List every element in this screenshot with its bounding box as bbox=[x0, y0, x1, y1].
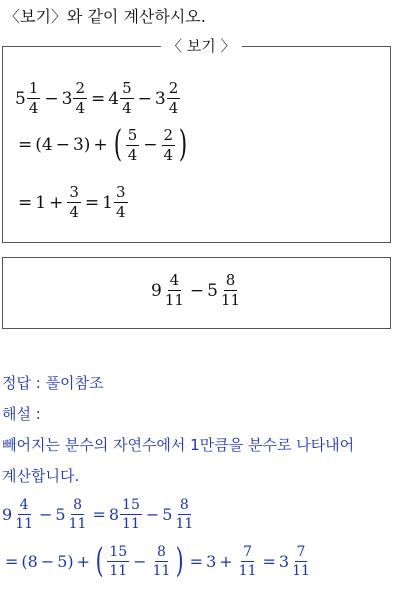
fraction: $\frac{1}{4}$ bbox=[28, 79, 39, 117]
fraction: $\frac{4}{11}$ bbox=[164, 271, 184, 309]
operator: = bbox=[189, 551, 204, 571]
fraction: $\frac{15}{11}$ bbox=[109, 543, 128, 579]
whole-number: 9 bbox=[2, 505, 13, 524]
instruction-text: 〈보기〉와 같이 계산하시오. bbox=[4, 7, 206, 26]
left-paren: ( bbox=[95, 541, 104, 581]
paren-expr: 5) bbox=[57, 551, 74, 571]
explanation-text: 빼어지는 분수의 자연수에서 1만큼을 분수로 나타내어 bbox=[2, 436, 355, 454]
operator: + bbox=[93, 135, 108, 155]
operator: − bbox=[40, 551, 55, 571]
fraction: $\frac{7}{11}$ bbox=[238, 543, 257, 579]
operator: − bbox=[137, 88, 152, 109]
fraction: $\frac{4}{11}$ bbox=[15, 497, 34, 532]
fraction: $\frac{8}{11}$ bbox=[221, 271, 241, 309]
paren-expr: 3) bbox=[72, 135, 91, 155]
operator: − bbox=[145, 505, 160, 524]
whole-number: 1 bbox=[102, 192, 113, 213]
operator: = bbox=[18, 135, 33, 155]
fraction: $\frac{2}{4}$ bbox=[75, 79, 85, 117]
fraction: $\frac{5}{4}$ bbox=[122, 79, 132, 117]
operator: − bbox=[44, 88, 59, 109]
problem-expression bbox=[151, 273, 243, 308]
problem-box bbox=[2, 257, 391, 329]
whole-number: 5 bbox=[55, 505, 66, 524]
fraction: $\frac{8}{11}$ bbox=[68, 497, 87, 532]
solution bbox=[0, 490, 400, 593]
explanation-label: 해설 : bbox=[2, 405, 41, 423]
whole-number: 8 bbox=[108, 505, 120, 524]
example-line-3 bbox=[15, 185, 129, 220]
operator: − bbox=[39, 505, 53, 524]
operator: + bbox=[219, 551, 233, 571]
whole-number: 5 bbox=[162, 505, 173, 524]
example-box bbox=[2, 37, 391, 243]
fraction: $\frac{5}{4}$ bbox=[127, 125, 138, 164]
operator: = bbox=[84, 192, 100, 213]
example-line-2 bbox=[15, 124, 190, 165]
fraction: $\frac{15}{11}$ bbox=[122, 497, 140, 532]
operator: − bbox=[133, 551, 147, 571]
operator: − bbox=[143, 135, 158, 155]
whole-number: 4 bbox=[108, 88, 120, 109]
whole-number: 5 bbox=[15, 88, 26, 109]
fraction: $\frac{8}{11}$ bbox=[152, 543, 171, 579]
solution-line-2 bbox=[2, 541, 313, 581]
whole-number: 3 bbox=[61, 88, 73, 109]
fraction: $\frac{3}{4}$ bbox=[115, 183, 126, 221]
answer-label: 정답 : 풀이참조 bbox=[2, 374, 104, 392]
operator: + bbox=[76, 551, 91, 571]
whole-number: 3 bbox=[154, 88, 166, 109]
explanation-text: 계산합니다. bbox=[2, 467, 80, 485]
whole-number: 5 bbox=[207, 280, 218, 301]
whole-number: 9 bbox=[151, 280, 162, 301]
fraction: $\frac{8}{11}$ bbox=[175, 497, 194, 532]
operator: = bbox=[18, 192, 33, 213]
operator: = bbox=[262, 551, 276, 571]
paren-expr: (8 bbox=[21, 551, 38, 571]
operator: − bbox=[189, 280, 205, 301]
example-line-1 bbox=[15, 81, 181, 116]
example-legend: 〈 보기 〉 bbox=[161, 37, 242, 55]
operator: = bbox=[92, 505, 106, 524]
left-paren: ( bbox=[113, 124, 122, 165]
operator: + bbox=[49, 192, 64, 213]
right-paren: ) bbox=[178, 124, 188, 165]
operator: = bbox=[91, 88, 106, 109]
paren-expr: (4 bbox=[35, 135, 53, 155]
operator: − bbox=[55, 135, 70, 155]
whole-number: 3 bbox=[278, 551, 290, 571]
solution-line-1 bbox=[2, 498, 196, 531]
right-paren: ) bbox=[176, 541, 185, 581]
operator: = bbox=[5, 551, 19, 571]
whole-number: 1 bbox=[35, 192, 47, 213]
fraction: $\frac{3}{4}$ bbox=[69, 183, 79, 221]
fraction: $\frac{2}{4}$ bbox=[168, 79, 179, 117]
fraction: $\frac{7}{11}$ bbox=[292, 543, 310, 579]
whole-number: 3 bbox=[206, 551, 217, 571]
fraction: $\frac{2}{4}$ bbox=[163, 125, 174, 164]
